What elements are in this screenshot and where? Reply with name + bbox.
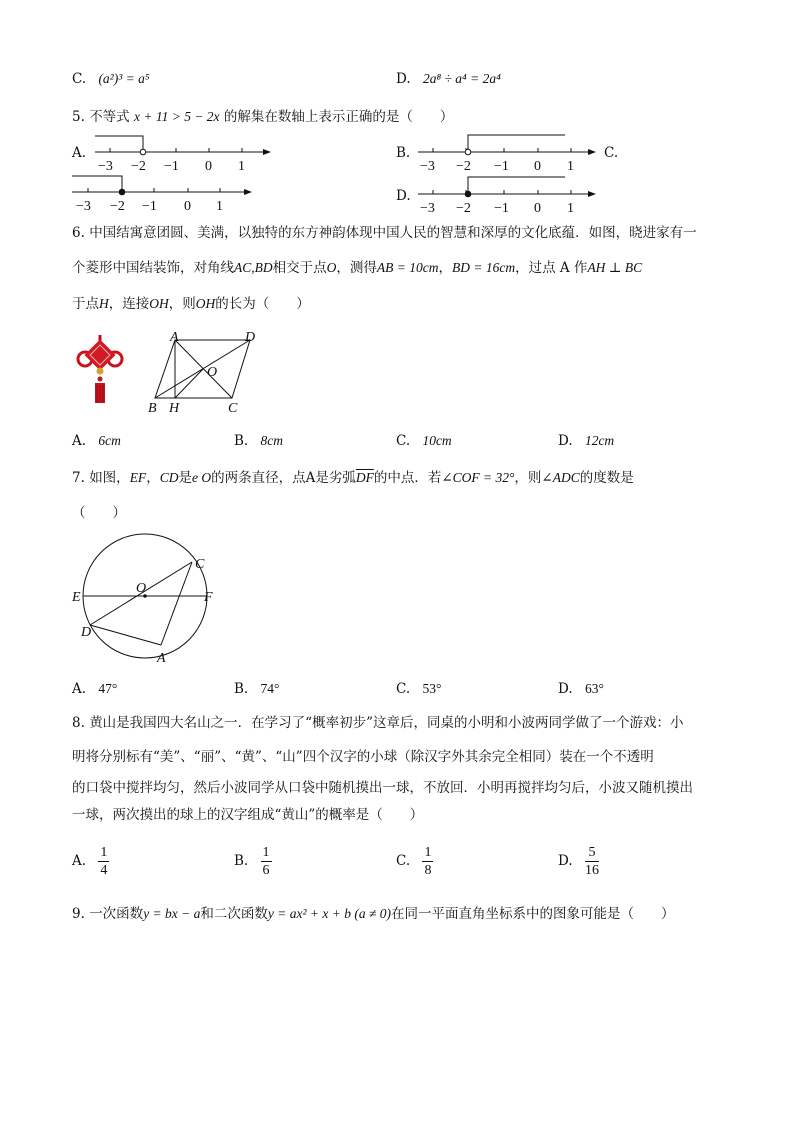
- q8-option-b[interactable]: [234, 843, 272, 879]
- math-arc-df: $\overline{DF}$: [355, 470, 374, 485]
- q8-line-4: 一球，两次摸出的球上的汉字组成“黄山”的概率是（ ）: [72, 807, 424, 823]
- label-o: O: [207, 365, 218, 380]
- stem-text: 在同一平面直角坐标系中的图象可能是（ ）: [391, 906, 675, 922]
- stem-text: 不等式: [89, 109, 130, 125]
- label-o: O: [136, 581, 147, 596]
- tick-label: −1: [494, 201, 509, 216]
- stem-text: ，过点 A 作: [515, 260, 588, 276]
- option-value: 63°: [584, 681, 604, 696]
- q6-option-a[interactable]: [72, 432, 121, 450]
- label-f: F: [204, 590, 213, 605]
- option-label: A.: [72, 681, 87, 697]
- solution-ray: [72, 176, 122, 189]
- fraction: [98, 844, 109, 879]
- tick-label: 1: [238, 159, 245, 174]
- label-b: B: [148, 401, 157, 416]
- option-label: C.: [396, 433, 411, 449]
- option-value: 12cm: [584, 433, 615, 448]
- option-label: C.: [396, 681, 411, 697]
- option-label: D.: [396, 71, 411, 87]
- math-oh: OH: [149, 296, 169, 311]
- solution-ray: [468, 135, 565, 149]
- q8-option-c[interactable]: [396, 843, 433, 879]
- option-value: 74°: [260, 681, 280, 696]
- rhombus-figure: [145, 330, 265, 415]
- tick-label: 0: [534, 201, 541, 216]
- math-ah-perp-bc: AH ⊥ BC: [587, 260, 643, 275]
- option-label: C.: [72, 71, 87, 87]
- q7-line-2: （ ）: [72, 505, 126, 521]
- tick-label: −1: [494, 159, 509, 174]
- q6-option-d[interactable]: [558, 432, 614, 450]
- tick-label: −3: [98, 159, 113, 174]
- denominator: 4: [100, 863, 108, 878]
- option-label: A.: [72, 853, 87, 869]
- tick-label: −2: [110, 199, 125, 214]
- option-label: B.: [234, 433, 249, 449]
- option-label: D.: [558, 433, 573, 449]
- tick-label: −2: [131, 159, 146, 174]
- open-point: [140, 149, 146, 155]
- tick-label: −1: [164, 159, 179, 174]
- numerator: 5: [585, 844, 599, 862]
- denominator: 16: [584, 863, 599, 878]
- stem-text: ，则: [514, 470, 542, 486]
- stem-text: 的长为（ ）: [215, 296, 310, 312]
- tick-label: 1: [567, 159, 574, 174]
- math-bd-length: BD = 16cm: [451, 260, 516, 275]
- q4-option-d[interactable]: [396, 70, 501, 88]
- arrow-head: [244, 189, 252, 195]
- option-label: C.: [396, 853, 411, 869]
- stem-text: ，: [438, 260, 452, 276]
- tick-label: 1: [567, 201, 574, 216]
- q5-option-b-label[interactable]: B.: [396, 145, 411, 161]
- math-angle-adc: ∠ADC: [541, 470, 580, 485]
- tick-label: −1: [142, 199, 157, 214]
- tick-label: −2: [456, 201, 471, 216]
- denominator: 6: [262, 863, 270, 878]
- tick-label: 0: [184, 199, 191, 214]
- q7-line-1: [72, 469, 634, 487]
- math-bd: BD: [254, 260, 273, 275]
- number-line-b: [408, 130, 598, 175]
- inequality: x + 11 > 5 − 2x: [133, 109, 220, 124]
- label-c: C: [195, 557, 205, 572]
- tick-label: −3: [76, 199, 91, 214]
- tick-label: 1: [216, 199, 223, 214]
- arrow-head: [588, 191, 596, 197]
- stem-text: 如图，: [89, 470, 130, 486]
- label-d: D: [81, 625, 92, 640]
- number-line-a: [85, 130, 275, 175]
- option-value: 8cm: [260, 433, 284, 448]
- q7-option-c[interactable]: [396, 680, 441, 698]
- option-value: 6cm: [98, 433, 121, 448]
- stem-text: 中国结寓意团圆、美满，以独特的东方神韵体现中国人民的智慧和深厚的文化底蕴．如图，晓进家有一: [89, 225, 697, 241]
- question-number: 9.: [72, 906, 85, 922]
- numerator: 1: [100, 845, 108, 860]
- math-cd: CD: [159, 470, 179, 485]
- q5-option-d-label[interactable]: D.: [396, 188, 411, 204]
- fraction: [261, 844, 272, 879]
- q5-stem: [72, 108, 453, 126]
- math-ac: AC: [234, 260, 252, 275]
- label-h: H: [169, 401, 180, 416]
- option-label: B.: [234, 681, 249, 697]
- stem-text: 的解集在数轴上表示正确的是（ ）: [223, 109, 454, 125]
- q4-option-c[interactable]: [72, 70, 150, 88]
- tick-label: −3: [420, 201, 435, 216]
- tick-label: −3: [420, 159, 435, 174]
- number-line-c: [68, 170, 258, 215]
- label-c: C: [228, 401, 238, 416]
- math-h: H: [99, 296, 109, 311]
- stem-text: 的两条直径，点A是劣弧: [211, 470, 356, 486]
- stem-text: 的度数是: [579, 470, 634, 486]
- circle-figure: [70, 548, 230, 673]
- math-ef: EF: [129, 470, 147, 485]
- label-a: A: [157, 651, 166, 666]
- math-circle-o: e O: [191, 470, 212, 485]
- numerator: 1: [262, 845, 270, 860]
- q8-option-a[interactable]: [72, 843, 109, 879]
- label-d: D: [245, 330, 256, 345]
- option-label: B.: [234, 853, 249, 869]
- q6-line-2: 个菱形中国结装饰，对角线AC,BD相交于点O，测得AB = 10cm，BD = 16cm，过点 A 作AH ⊥ BC: [72, 260, 643, 276]
- solution-ray: [468, 177, 565, 191]
- math-expression: (a²)³ = a⁵: [98, 71, 150, 86]
- stem-text: 相交于点: [272, 260, 327, 276]
- question-number: 6.: [72, 225, 85, 241]
- number-line-d: [408, 172, 598, 217]
- q7-option-a[interactable]: [72, 680, 117, 698]
- q6-line-3: [72, 295, 310, 313]
- option-value: 10cm: [422, 433, 452, 448]
- denominator: 8: [424, 863, 432, 878]
- q5-option-a-label[interactable]: A.: [72, 145, 87, 161]
- stem-text: ，: [146, 470, 160, 486]
- stem-text: 是: [178, 470, 192, 486]
- math-angle-cof: ∠COF = 32°: [441, 470, 515, 485]
- q6-option-b[interactable]: [234, 432, 283, 450]
- math-o: O: [326, 260, 337, 275]
- stem-text: 个菱形中国结装饰，对角线: [72, 260, 234, 276]
- chinese-knot-illustration: [76, 335, 126, 407]
- q8-line-2: 明将分别标有“美”、“丽”、“黄”、“山”四个汉字的小球（除汉字外其余完全相同）装在一个不透明: [72, 749, 654, 765]
- solid-point: [465, 191, 471, 197]
- q7-option-d[interactable]: [558, 680, 604, 698]
- stem-text: 一次函数: [89, 906, 144, 922]
- solid-point: [119, 189, 125, 195]
- stem-text: ，测得: [336, 260, 377, 276]
- q9-stem: [72, 905, 675, 923]
- math-oh: OH: [195, 296, 216, 311]
- q7-option-b[interactable]: [234, 680, 279, 698]
- question-number: 7.: [72, 470, 85, 486]
- option-value: 47°: [98, 681, 118, 696]
- label-a: A: [170, 330, 179, 345]
- option-label: A.: [72, 433, 87, 449]
- chord-da: [90, 625, 161, 645]
- option-label: D.: [558, 853, 573, 869]
- stem-text: 和二次函数: [200, 906, 268, 922]
- stem-text: ，连接: [108, 296, 150, 312]
- label-e: E: [72, 590, 81, 605]
- q8-line-1: [72, 714, 684, 732]
- stem-text: ，则: [168, 296, 196, 312]
- quadratic-function: y = ax² + x + b (a ≠ 0): [267, 906, 392, 921]
- chord-ca: [161, 562, 192, 645]
- q6-option-c[interactable]: [396, 432, 452, 450]
- math-expression: 2a⁸ ÷ a⁴ = 2a⁴: [422, 71, 501, 86]
- question-number: 8.: [72, 715, 85, 731]
- option-label: D.: [558, 681, 573, 697]
- tick-label: 0: [534, 159, 541, 174]
- stem-text: 于点: [72, 296, 99, 312]
- fraction: [585, 844, 599, 879]
- arrow-head: [263, 149, 271, 155]
- open-point: [465, 149, 471, 155]
- stem-text: 的中点．若: [373, 470, 442, 486]
- tick-label: 0: [205, 159, 212, 174]
- q8-option-d[interactable]: [558, 843, 599, 879]
- numerator: 1: [424, 845, 432, 860]
- math-ab: AB = 10cm: [376, 260, 439, 275]
- solution-ray: [95, 136, 143, 149]
- q6-line-1: [72, 224, 697, 242]
- q8-line-3: 的口袋中搅拌均匀，然后小波同学从口袋中随机摸出一球，不放回．小明再搅拌均匀后，小波又随机摸出: [72, 780, 693, 796]
- question-number: 5.: [72, 109, 85, 125]
- q5-option-c-label[interactable]: C.: [604, 145, 619, 161]
- arrow-head: [588, 149, 596, 155]
- stem-text: 黄山是我国四大名山之一．在学习了“概率初步”这章后，同桌的小明和小波两同学做了一个游戏：小: [89, 715, 684, 731]
- linear-function: y = bx − a: [143, 906, 201, 921]
- fraction: [422, 844, 433, 879]
- tick-label: −2: [456, 159, 471, 174]
- option-value: 53°: [422, 681, 442, 696]
